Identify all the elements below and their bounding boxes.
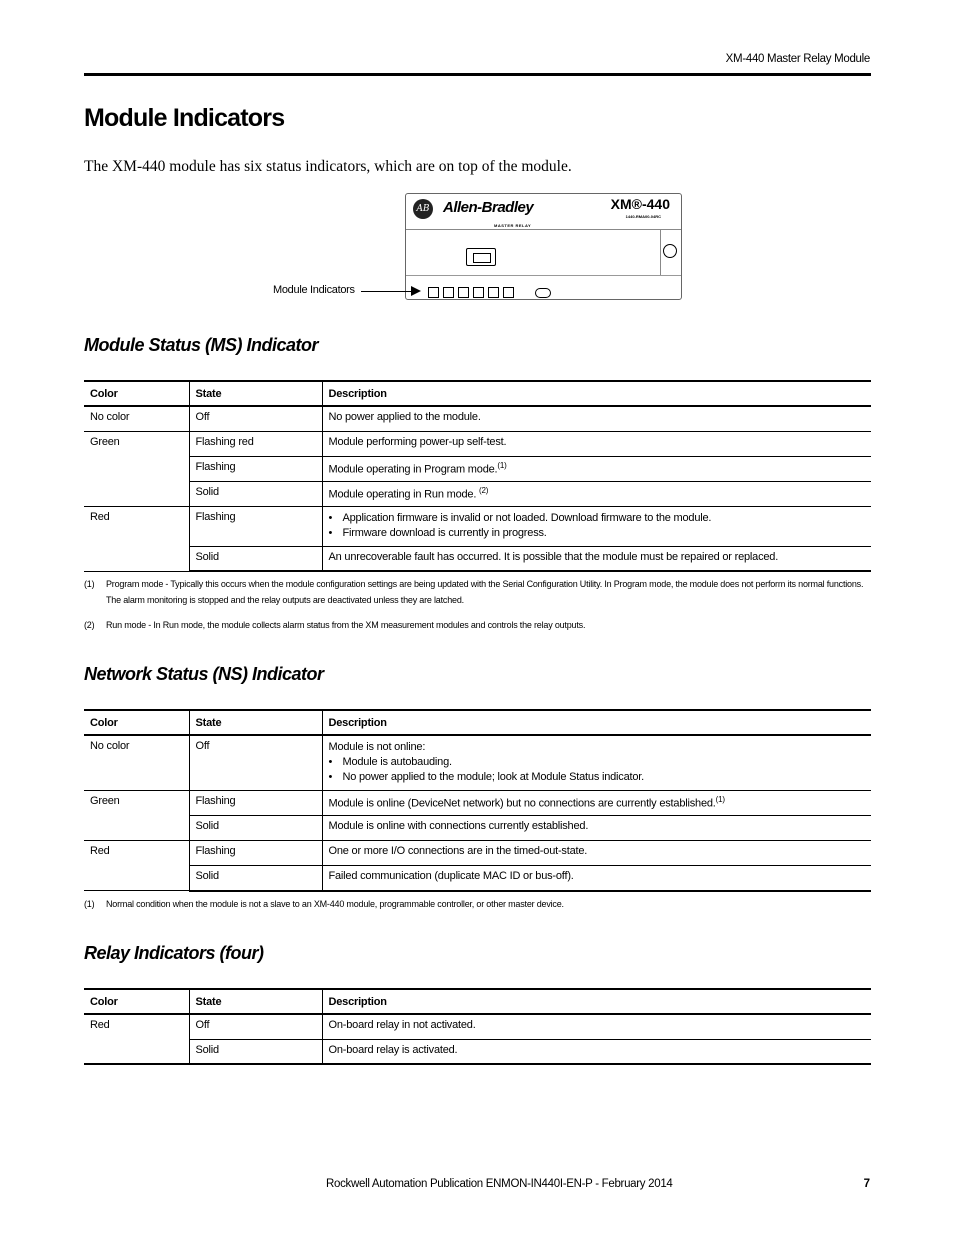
table-row xyxy=(84,406,871,431)
bullet-item: • Application firmware is invalid or not loaded. Download firmware to the module. xyxy=(329,511,866,526)
module-subtitle: MASTER RELAY xyxy=(494,223,532,228)
serial-connector-icon xyxy=(466,248,496,266)
column-header-state: State xyxy=(189,710,322,735)
column-header-color: Color xyxy=(84,989,189,1014)
column-header-description: Description xyxy=(322,381,871,406)
bullet-item: • Firmware download is currently in progress. xyxy=(329,526,866,541)
table-header-row xyxy=(84,989,871,1014)
table-row xyxy=(84,841,871,866)
cell-state: Off xyxy=(189,735,322,791)
table-row xyxy=(84,431,871,456)
cell-state: Flashing red xyxy=(189,431,322,456)
cell-state: Flashing xyxy=(189,791,322,816)
module-illustration xyxy=(405,193,682,300)
footnote-number: (2) xyxy=(84,620,95,630)
cell-state: Off xyxy=(189,1014,322,1039)
footnote-number: (1) xyxy=(84,579,95,589)
cell-description: Module performing power-up self-test. xyxy=(322,431,871,456)
key-switch-icon xyxy=(663,244,677,258)
cell-state: Solid xyxy=(189,481,322,506)
footnote xyxy=(84,617,871,633)
cell-color: No color xyxy=(84,735,189,791)
cell-description: No power applied to the module. xyxy=(322,406,871,431)
footnote xyxy=(84,896,871,912)
cell-description xyxy=(322,481,871,506)
led-relay2-icon xyxy=(473,287,484,298)
cell-state: Flashing xyxy=(189,841,322,866)
column-header-description: Description xyxy=(322,710,871,735)
footnote-text: Run mode - In Run mode, the module collects alarm status from the XM measurement modules and controls the relay outputs. xyxy=(106,620,586,630)
allen-bradley-logo-icon: AB xyxy=(413,199,433,219)
ms-table xyxy=(84,380,871,572)
table-row xyxy=(84,866,871,891)
table-header-row xyxy=(84,710,871,735)
cell-color: Red xyxy=(84,841,189,891)
description-text: Module is not online: xyxy=(328,741,426,753)
cell-description xyxy=(322,791,871,816)
module-top-band xyxy=(406,194,681,230)
cell-state: Flashing xyxy=(189,456,322,481)
callout-arrow-icon xyxy=(411,286,421,296)
module-bottom-line xyxy=(406,275,681,276)
cell-description xyxy=(322,735,871,791)
footnote-text: Program mode - Typically this occurs when the module configuration settings are being updated with the Serial Configuration Utility. In Program mode, the module does not perform its normal functions. The alarm monitoring is stopped and the relay outputs are deactivated unless they are latched. xyxy=(106,579,864,605)
footnote-number: (1) xyxy=(84,899,95,909)
bullet-item: • No power applied to the module; look at Module Status indicator. xyxy=(329,770,866,785)
cell-description: On-board relay in not activated. xyxy=(322,1014,871,1039)
figure-callout-label: Module Indicators xyxy=(273,284,355,296)
page-number: 7 xyxy=(863,1178,870,1190)
module-brand: Allen-Bradley xyxy=(443,199,534,216)
table-row xyxy=(84,481,871,506)
cell-description: Module is online with connections currently established. xyxy=(322,816,871,841)
cell-description: On-board relay is activated. xyxy=(322,1039,871,1064)
bullet-item: • Module is autobauding. xyxy=(329,755,866,770)
module-model: XM®-440 xyxy=(610,196,670,212)
section-title-ns: Network Status (NS) Indicator xyxy=(84,664,324,684)
led-ms-icon xyxy=(428,287,439,298)
module-part-number: 1440-RMA00-04RC xyxy=(625,214,661,219)
column-header-color: Color xyxy=(84,381,189,406)
section-title-relay: Relay Indicators (four) xyxy=(84,943,264,963)
module-panel-edge xyxy=(660,230,661,275)
table-row xyxy=(84,791,871,816)
callout-line xyxy=(361,291,413,292)
table-header-row xyxy=(84,381,871,406)
description-text: Module operating in Program mode. xyxy=(328,463,498,476)
cell-description: An unrecoverable fault has occurred. It is possible that the module must be repaired or replaced. xyxy=(322,546,871,571)
column-header-state: State xyxy=(189,989,322,1014)
table-row xyxy=(84,816,871,841)
cell-state: Off xyxy=(189,406,322,431)
description-text: Module operating in Run mode. xyxy=(328,488,477,501)
table-row xyxy=(84,546,871,571)
cell-color: Red xyxy=(84,506,189,571)
cell-description: Failed communication (duplicate MAC ID or bus-off). xyxy=(322,866,871,891)
description-text: Module is online (DeviceNet network) but no connections are currently established. xyxy=(328,797,716,810)
ns-table xyxy=(84,709,871,892)
description-bullet-list xyxy=(329,511,866,541)
cell-description: One or more I/O connections are in the timed-out-state. xyxy=(322,841,871,866)
led-relay3-icon xyxy=(488,287,499,298)
column-header-color: Color xyxy=(84,710,189,735)
footnote-ref: (2) xyxy=(479,485,489,495)
cell-state: Flashing xyxy=(189,506,322,546)
intro-paragraph: The XM-440 module has six status indicators, which are on top of the module. xyxy=(84,158,572,175)
cell-state: Solid xyxy=(189,1039,322,1064)
description-bullet-list xyxy=(329,755,866,785)
section-title-ms: Module Status (MS) Indicator xyxy=(84,335,319,355)
led-ns-icon xyxy=(443,287,454,298)
table-row xyxy=(84,735,871,791)
footer-publication: Rockwell Automation Publication ENMON-IN440I-EN-P - February 2014 xyxy=(326,1178,673,1190)
footnote xyxy=(84,576,871,608)
table-row xyxy=(84,456,871,481)
cell-state: Solid xyxy=(189,816,322,841)
cell-description xyxy=(322,506,871,546)
running-header: XM-440 Master Relay Module xyxy=(725,53,870,65)
cell-color: Red xyxy=(84,1014,189,1064)
footnote-ref: (1) xyxy=(497,460,507,470)
column-header-state: State xyxy=(189,381,322,406)
table-row xyxy=(84,1014,871,1039)
relay-table xyxy=(84,988,871,1065)
footnote-text: Normal condition when the module is not a slave to an XM-440 module, programmable controller, or other master device. xyxy=(106,899,564,909)
page-title: Module Indicators xyxy=(84,104,285,132)
cell-color: Green xyxy=(84,791,189,841)
cell-description xyxy=(322,456,871,481)
table-row xyxy=(84,506,871,546)
cell-color: Green xyxy=(90,435,120,448)
cell-state: Solid xyxy=(189,546,322,571)
footnote-ref: (1) xyxy=(715,795,725,804)
column-header-description: Description xyxy=(322,989,871,1014)
reset-button-icon xyxy=(535,288,551,298)
led-relay1-icon xyxy=(458,287,469,298)
module-indicator-leds xyxy=(428,287,514,298)
table-row xyxy=(84,1039,871,1064)
cell-state: Solid xyxy=(189,866,322,891)
cell-color: No color xyxy=(84,406,189,431)
led-relay4-icon xyxy=(503,287,514,298)
header-rule xyxy=(84,73,871,76)
